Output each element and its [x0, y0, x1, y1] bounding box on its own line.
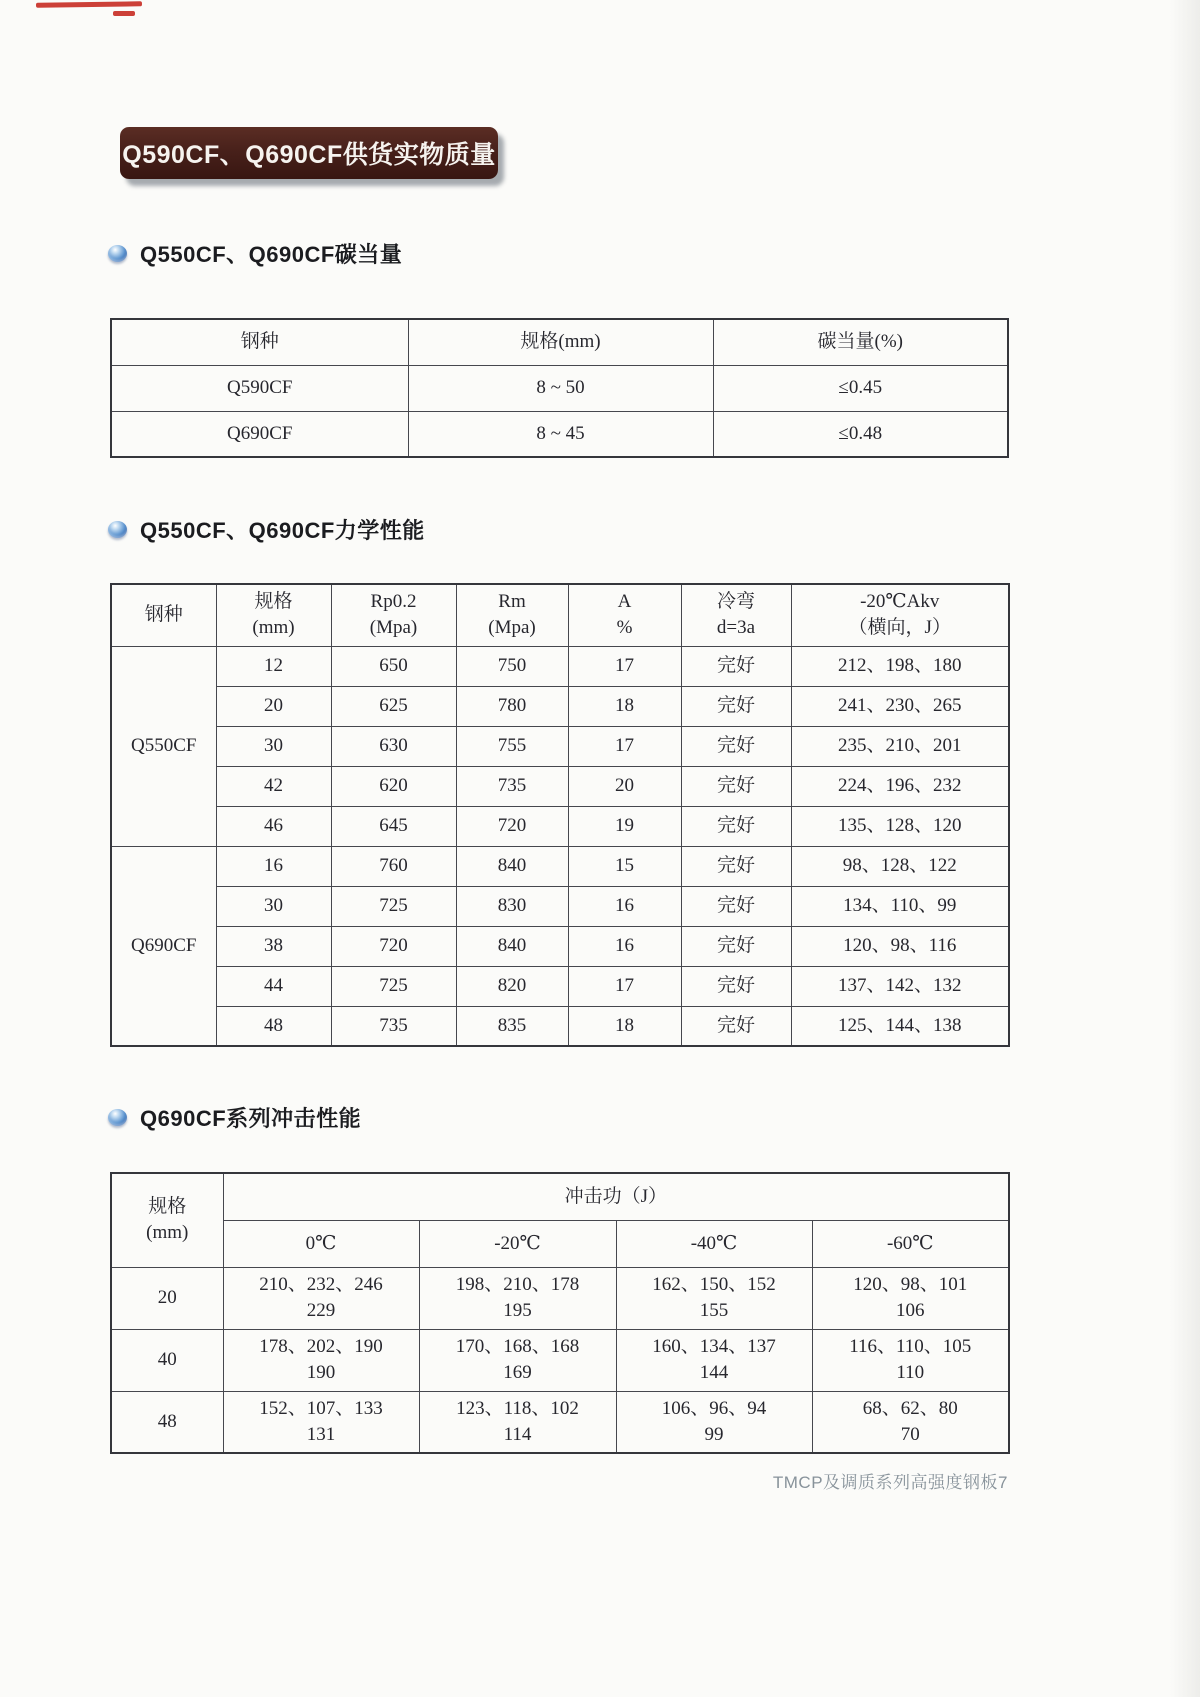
blue-sphere-bullet-icon	[108, 1109, 127, 1126]
table-cell: 755	[456, 726, 568, 766]
table-row	[111, 926, 1009, 966]
table-row	[111, 365, 1008, 411]
value-line: 178、202、190	[259, 1336, 383, 1357]
header-line: （横向，J）	[848, 617, 951, 639]
blue-sphere-bullet-icon	[108, 521, 127, 538]
page-footer: TMCP及调质系列高强度钢板7	[772, 1473, 1008, 1492]
column-header	[791, 584, 1009, 646]
table-cell: 完好	[681, 926, 791, 966]
table-cell: 630	[331, 726, 456, 766]
table-row	[111, 646, 1009, 686]
value-line: 110	[896, 1362, 925, 1383]
spec-cell: 20	[111, 1267, 223, 1329]
spec-cell: 48	[111, 1391, 223, 1453]
value-line: 170、168、168	[455, 1336, 580, 1357]
title-banner	[120, 127, 498, 179]
table-cell	[812, 1267, 1009, 1329]
header-line: Rp0.2	[370, 591, 417, 613]
table-cell: 17	[568, 646, 681, 686]
table-cell: 125、144、138	[791, 1006, 1009, 1046]
table-cell: 完好	[681, 646, 791, 686]
impact-performance-table	[110, 1172, 1010, 1454]
carbon-equivalent-table	[110, 318, 1009, 458]
table-cell: 620	[331, 766, 456, 806]
header-line: (mm)	[252, 617, 295, 639]
table-cell	[812, 1391, 1009, 1453]
table-header-row	[111, 1220, 1009, 1267]
column-header	[331, 584, 456, 646]
red-pen-mark	[36, 1, 142, 7]
title-banner-text: Q590CF、Q690CF供货实物质量	[122, 141, 496, 169]
value-line: 114	[503, 1423, 532, 1445]
steel-grade-cell: Q550CF	[111, 646, 216, 846]
table-cell: 212、198、180	[791, 646, 1009, 686]
section-heading-text: Q550CF、Q690CF碳当量	[140, 242, 403, 267]
header-line: 钢种	[144, 604, 183, 626]
table-row	[111, 846, 1009, 886]
value-line: 190	[306, 1362, 336, 1383]
value-line: 123、118、102	[456, 1397, 579, 1419]
table-cell	[419, 1329, 616, 1391]
value-line: 70	[900, 1423, 920, 1445]
table-cell	[223, 1267, 419, 1329]
spec-cell: 40	[111, 1329, 223, 1391]
table-cell: 760	[331, 846, 456, 886]
value-line: 106	[896, 1300, 925, 1321]
column-header: -60℃	[812, 1220, 1009, 1267]
value-line: 229	[306, 1300, 336, 1321]
section-heading-mechanical-properties	[108, 514, 425, 545]
table-cell: 46	[216, 806, 331, 846]
column-header: 0℃	[223, 1220, 419, 1267]
header-line: A	[617, 591, 632, 613]
mechanical-properties-table	[110, 583, 1010, 1047]
value-line: 116、110、105	[849, 1336, 972, 1357]
section-heading-impact-performance	[108, 1102, 361, 1133]
table-row	[111, 966, 1009, 1006]
table-cell: 17	[568, 966, 681, 1006]
table-cell	[223, 1391, 419, 1453]
table-cell: 48	[216, 1006, 331, 1046]
table-cell	[616, 1267, 812, 1329]
table-cell: 18	[568, 1006, 681, 1046]
table-cell: 20	[568, 766, 681, 806]
table-cell: 645	[331, 806, 456, 846]
steel-grade-cell: Q590CF	[111, 365, 408, 411]
value-line: 144	[699, 1362, 729, 1383]
table-cell: 16	[216, 846, 331, 886]
table-row	[111, 1329, 1009, 1391]
table-cell: 16	[568, 886, 681, 926]
table-row	[111, 686, 1009, 726]
column-header	[456, 584, 568, 646]
column-header	[568, 584, 681, 646]
header-line: 规格	[148, 1196, 187, 1218]
table-cell: 735	[456, 766, 568, 806]
value-line: 131	[306, 1423, 336, 1445]
table-cell: 42	[216, 766, 331, 806]
table-cell: 18	[568, 686, 681, 726]
column-header: 钢种	[111, 319, 408, 365]
table-cell: 30	[216, 726, 331, 766]
value-line: 195	[503, 1300, 532, 1321]
table-cell: 720	[331, 926, 456, 966]
table-cell: 20	[216, 686, 331, 726]
header-line: -20℃Akv	[860, 591, 940, 613]
table-cell: 835	[456, 1006, 568, 1046]
table-cell: 137、142、132	[791, 966, 1009, 1006]
table-cell: ≤0.48	[713, 411, 1008, 457]
column-header	[681, 584, 791, 646]
section-heading-carbon-equivalent	[108, 238, 402, 269]
table-header-row	[111, 1173, 1009, 1220]
column-header: -40℃	[616, 1220, 812, 1267]
table-cell	[616, 1329, 812, 1391]
table-row	[111, 1006, 1009, 1046]
table-cell: 750	[456, 646, 568, 686]
table-cell: 完好	[681, 726, 791, 766]
table-cell: 241、230、265	[791, 686, 1009, 726]
value-line: 152、107、133	[259, 1397, 383, 1419]
column-header: 碳当量(%)	[713, 319, 1008, 365]
table-cell: 17	[568, 726, 681, 766]
table-cell: 8 ~ 50	[408, 365, 713, 411]
table-cell: 625	[331, 686, 456, 726]
table-cell: 840	[456, 926, 568, 966]
table-cell: 完好	[681, 806, 791, 846]
column-header	[111, 1173, 223, 1267]
table-header-row	[111, 584, 1009, 646]
table-cell: 840	[456, 846, 568, 886]
column-header: 规格(mm)	[408, 319, 713, 365]
header-line: %	[616, 617, 633, 639]
table-row	[111, 766, 1009, 806]
table-row	[111, 1267, 1009, 1329]
steel-grade-cell: Q690CF	[111, 846, 216, 1046]
table-header-row	[111, 319, 1008, 365]
table-cell: 120、98、116	[791, 926, 1009, 966]
blue-sphere-bullet-icon	[108, 245, 127, 262]
value-line: 210、232、246	[259, 1274, 383, 1295]
table-cell: 650	[331, 646, 456, 686]
value-line: 99	[704, 1423, 724, 1445]
header-line: Rm	[498, 591, 526, 613]
table-cell	[812, 1329, 1009, 1391]
table-cell: 12	[216, 646, 331, 686]
column-header	[216, 584, 331, 646]
table-cell: ≤0.45	[713, 365, 1008, 411]
table-cell: 完好	[681, 1006, 791, 1046]
header-line: d=3a	[716, 617, 756, 639]
table-cell	[223, 1329, 419, 1391]
column-header	[111, 584, 216, 646]
table-row	[111, 411, 1008, 457]
column-header: -20℃	[419, 1220, 616, 1267]
table-cell: 235、210、201	[791, 726, 1009, 766]
value-line: 155	[699, 1300, 729, 1321]
value-line: 160、134、137	[652, 1336, 776, 1357]
table-cell: 830	[456, 886, 568, 926]
red-pen-mark	[113, 11, 135, 16]
value-line: 162、150、152	[652, 1274, 776, 1295]
span-column-header: 冲击功（J）	[223, 1173, 1009, 1220]
table-cell: 8 ~ 45	[408, 411, 713, 457]
value-line: 169	[503, 1362, 532, 1383]
table-cell: 30	[216, 886, 331, 926]
value-line: 198、210、178	[455, 1274, 580, 1295]
steel-grade-cell: Q690CF	[111, 411, 408, 457]
header-line: (Mpa)	[369, 617, 418, 639]
header-line: (Mpa)	[488, 617, 536, 639]
table-cell: 135、128、120	[791, 806, 1009, 846]
table-cell: 725	[331, 886, 456, 926]
section-heading-text: Q690CF系列冲击性能	[140, 1106, 362, 1131]
table-cell: 720	[456, 806, 568, 846]
table-cell: 完好	[681, 766, 791, 806]
table-cell	[419, 1391, 616, 1453]
table-cell: 16	[568, 926, 681, 966]
table-cell: 完好	[681, 846, 791, 886]
table-cell: 15	[568, 846, 681, 886]
table-cell: 780	[456, 686, 568, 726]
table-cell: 98、128、122	[791, 846, 1009, 886]
table-cell: 735	[331, 1006, 456, 1046]
table-cell: 38	[216, 926, 331, 966]
table-cell: 完好	[681, 886, 791, 926]
table-cell: 224、196、232	[791, 766, 1009, 806]
table-cell	[419, 1267, 616, 1329]
table-cell	[616, 1391, 812, 1453]
table-cell: 820	[456, 966, 568, 1006]
table-cell: 完好	[681, 686, 791, 726]
table-cell: 44	[216, 966, 331, 1006]
table-cell: 725	[331, 966, 456, 1006]
table-cell: 134、110、99	[791, 886, 1009, 926]
value-line: 106、96、94	[661, 1397, 767, 1419]
header-line: 冷弯	[716, 591, 755, 613]
table-row	[111, 886, 1009, 926]
table-row	[111, 726, 1009, 766]
value-line: 120、98、101	[853, 1274, 968, 1295]
section-heading-text: Q550CF、Q690CF力学性能	[140, 518, 425, 543]
table-row	[111, 806, 1009, 846]
header-line: 规格	[254, 591, 293, 613]
table-row	[111, 1391, 1009, 1453]
value-line: 68、62、80	[862, 1397, 958, 1419]
table-cell: 完好	[681, 966, 791, 1006]
header-line: (mm)	[146, 1222, 189, 1244]
table-cell: 19	[568, 806, 681, 846]
